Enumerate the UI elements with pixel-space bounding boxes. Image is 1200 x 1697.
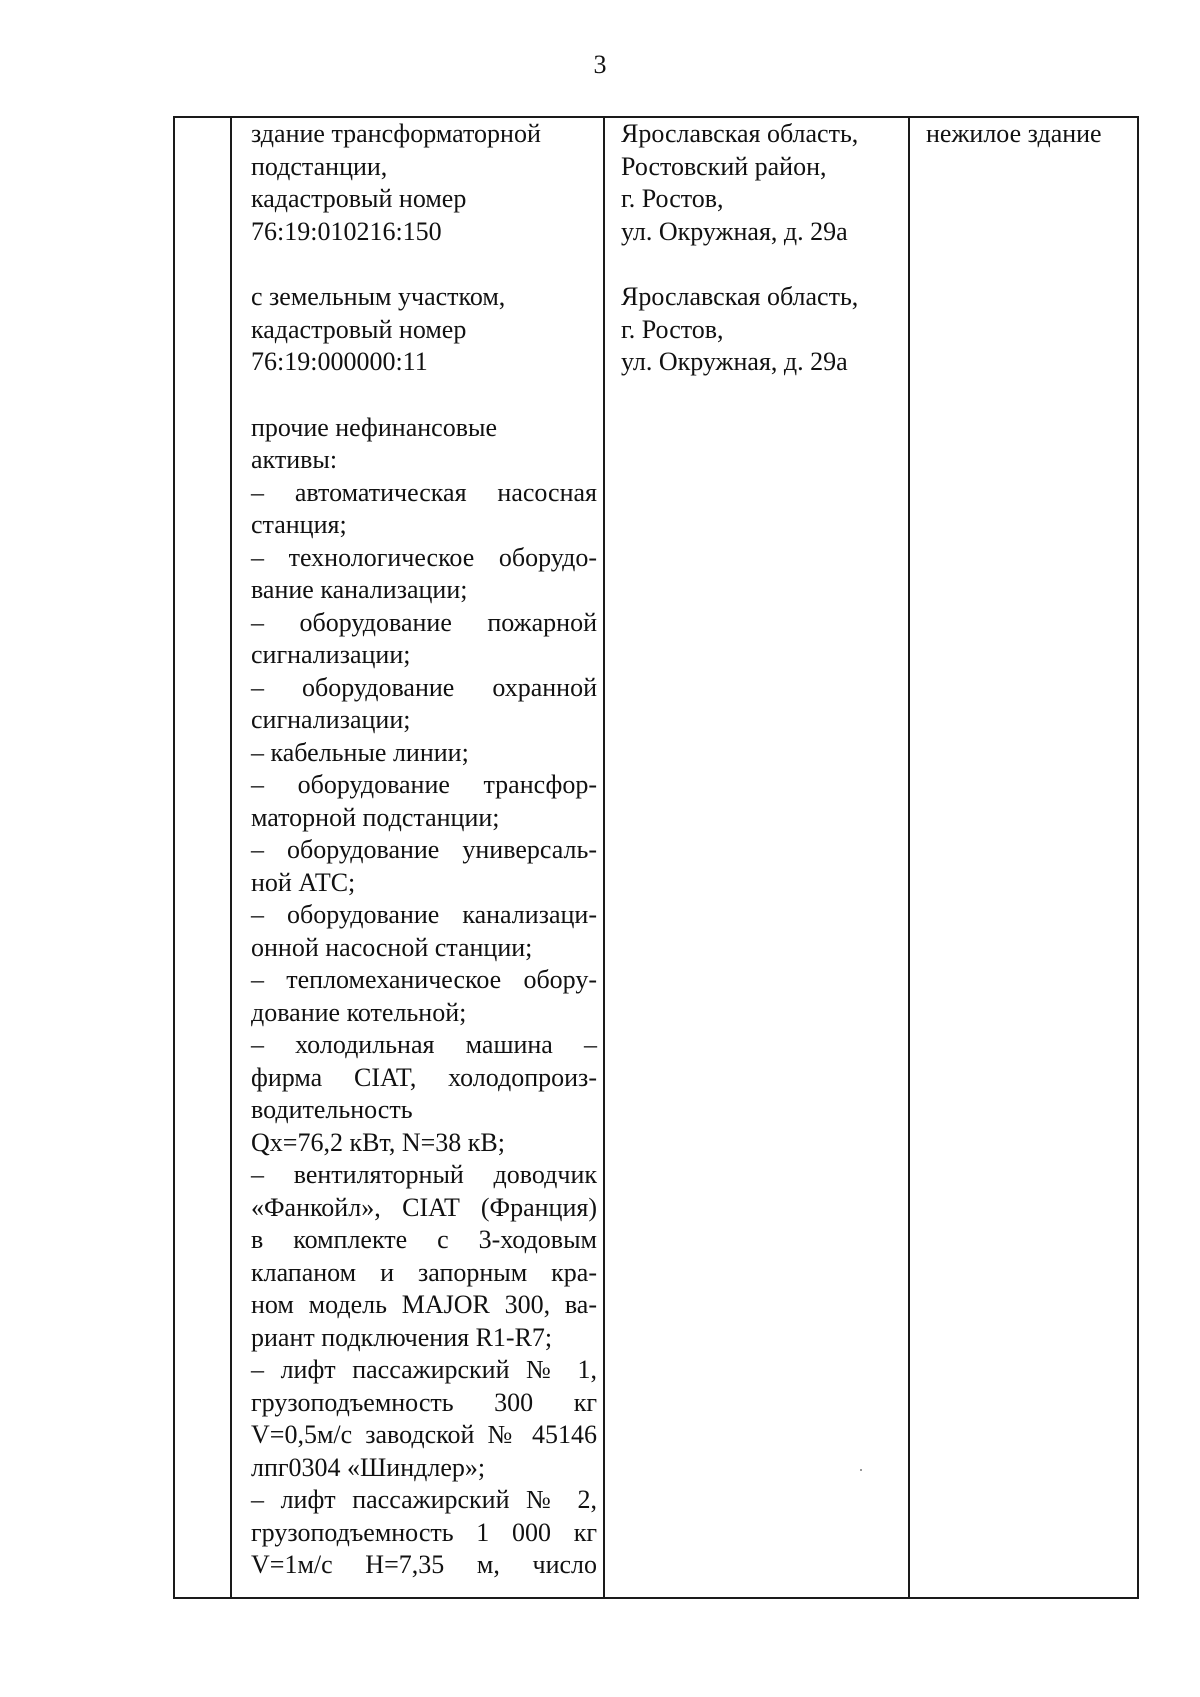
column-divider-2 [603, 118, 605, 1597]
asset-line: в комплекте с 3-ходовым [251, 1225, 597, 1254]
asset-line: онной насосной станции; [251, 932, 533, 962]
land-description [251, 281, 597, 379]
asset-line: риант подключения R1-R7; [251, 1322, 553, 1352]
asset-line: Qx=76,2 кВт, N=38 кВ; [251, 1127, 505, 1157]
cadastral-number: 76:19:000000:11 [251, 347, 428, 376]
name-line: здание трансформаторной [251, 119, 541, 148]
asset-line: грузоподъемность 1 000 кг [251, 1517, 597, 1547]
cadastral-number: 76:19:010216:150 [251, 216, 442, 246]
address-line: г. Ростов, [621, 184, 724, 213]
asset-line: грузоподъемность 300 кг [251, 1387, 597, 1417]
asset-line: ном модель MAJOR 300, ва- [251, 1290, 597, 1319]
asset-line: вание канализации; [251, 575, 468, 604]
asset-line: фирма CIAT, холодопроиз- [251, 1062, 597, 1092]
asset-line: V=0,5м/с заводской № 45146 [251, 1420, 597, 1449]
address-line: Ярославская область, [621, 282, 859, 311]
type-cell [926, 118, 1136, 151]
asset-line: – оборудование охранной [251, 672, 597, 702]
asset-line: лпг0304 «Шиндлер»; [251, 1452, 486, 1482]
address-line: ул. Окружная, д. 29а [621, 216, 848, 246]
name-line: прочие нефинансовые [251, 412, 497, 442]
asset-line: сигнализации; [251, 640, 411, 669]
asset-line: V=1м/с H=7,35 м, число [251, 1550, 597, 1579]
asset-line: – технологическое оборудо- [251, 542, 597, 572]
asset-line: – оборудование универсаль- [251, 835, 597, 864]
name-line: кадастровый номер [251, 184, 467, 213]
asset-line: – вентиляторный доводчик [251, 1160, 597, 1189]
assets-list [251, 477, 597, 1582]
asset-line: клапаном и запорным кра- [251, 1257, 597, 1287]
asset-line: водительность [251, 1095, 413, 1124]
building-address [621, 118, 911, 248]
column-divider-1 [230, 118, 232, 1597]
address-cell [621, 118, 911, 379]
asset-line: – лифт пассажирский № 1, [251, 1355, 597, 1384]
land-address [621, 281, 911, 379]
asset-line: маторной подстанции; [251, 802, 500, 832]
assets-heading [251, 412, 597, 477]
name-line: с земельным участком, [251, 282, 506, 311]
property-type: нежилое здание [926, 119, 1102, 148]
asset-line: – кабельные линии; [251, 737, 469, 767]
name-line: кадастровый номер [251, 314, 467, 344]
asset-line: – автоматическая насосная [251, 477, 597, 507]
scan-speck [860, 1469, 862, 1471]
name-line: подстанции, [251, 151, 388, 181]
page-number: 3 [593, 50, 607, 79]
building-description [251, 118, 597, 248]
asset-line: станция; [251, 510, 347, 539]
asset-line: – холодильная машина – [251, 1030, 597, 1059]
property-table [173, 116, 1139, 1599]
asset-line: ной АТС; [251, 867, 356, 897]
asset-line: – тепломеханическое обору- [251, 965, 597, 994]
address-line: Ярославская область, [621, 119, 859, 148]
name-cell [251, 118, 597, 1582]
address-line: ул. Окружная, д. 29а [621, 347, 848, 376]
asset-line: – оборудование канализаци- [251, 900, 597, 929]
address-line: Ростовский район, [621, 151, 827, 181]
asset-line: – оборудование трансфор- [251, 770, 597, 799]
asset-line: «Фанкойл», CIAT (Франция) [251, 1192, 597, 1222]
asset-line: – лифт пассажирский № 2, [251, 1485, 597, 1514]
name-line: активы: [251, 445, 338, 474]
asset-line: сигнализации; [251, 705, 411, 734]
address-line: г. Ростов, [621, 314, 724, 344]
asset-line: дование котельной; [251, 997, 467, 1027]
asset-line: – оборудование пожарной [251, 607, 597, 637]
